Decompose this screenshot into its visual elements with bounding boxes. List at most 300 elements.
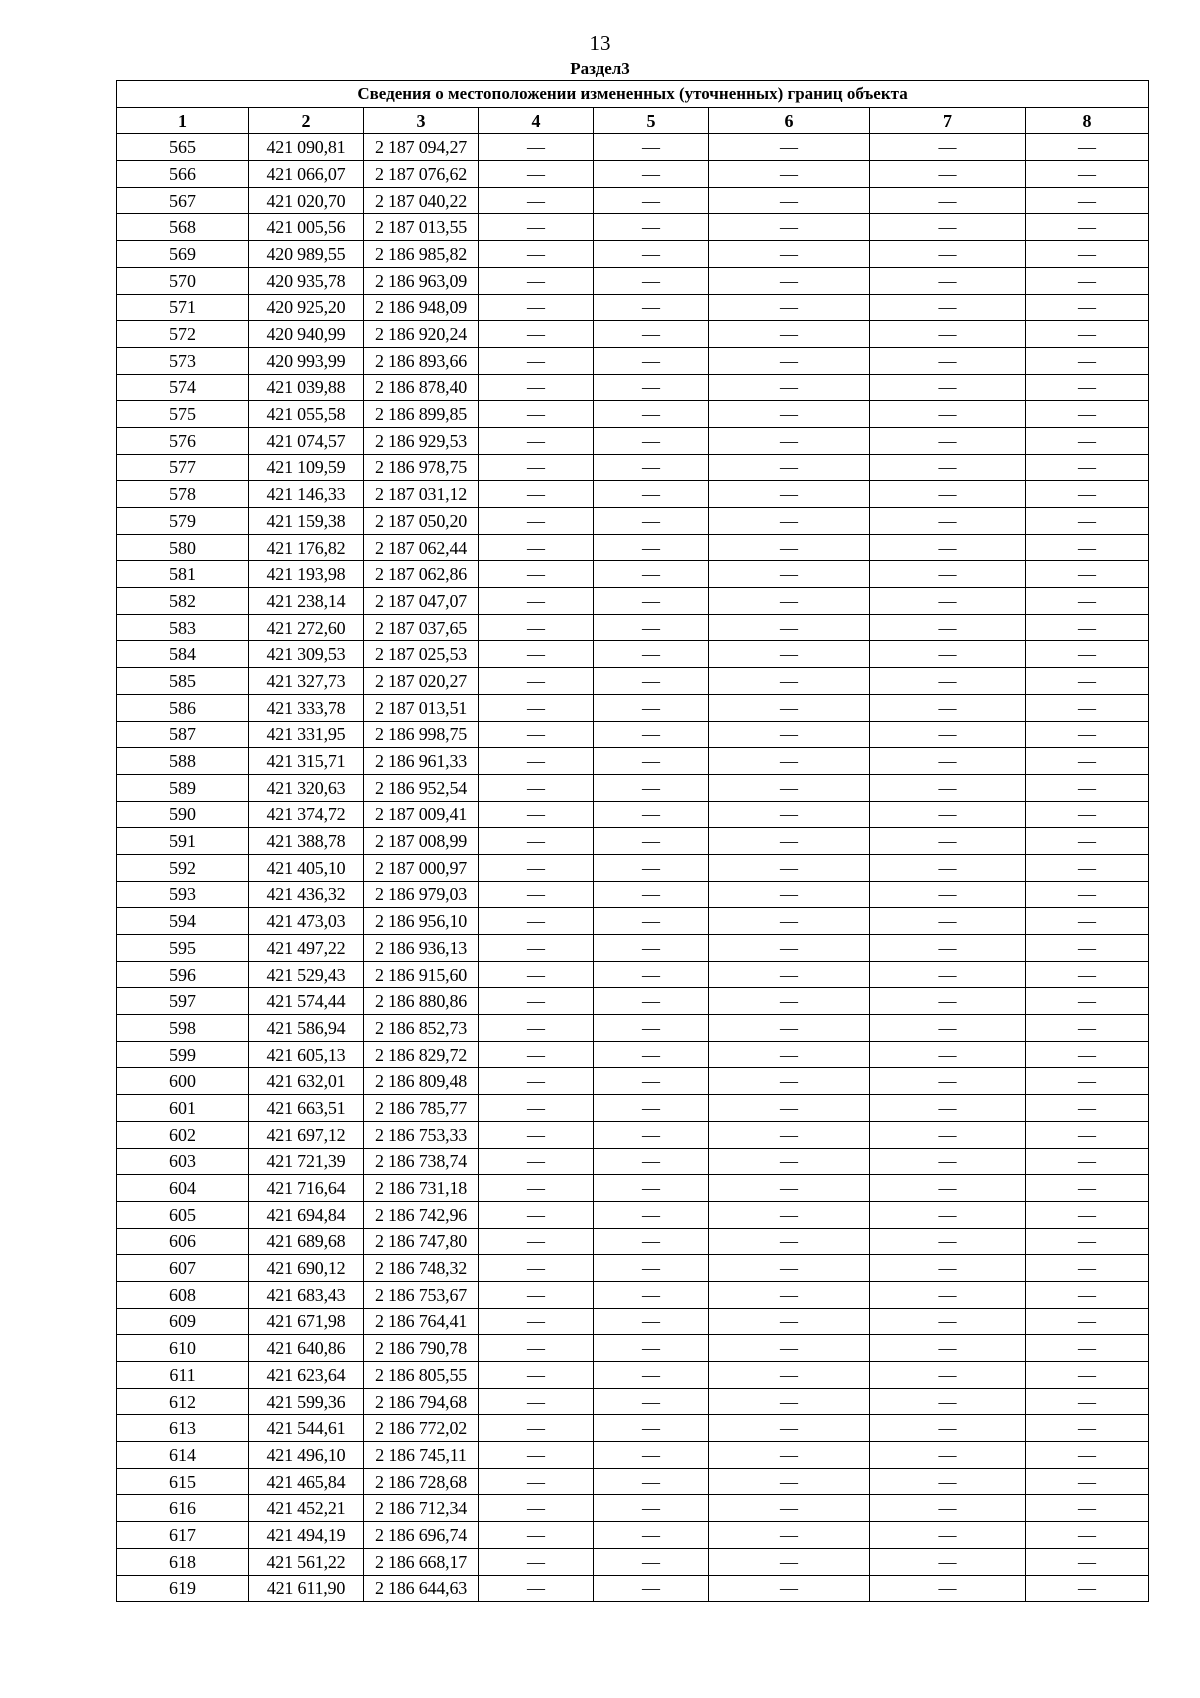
column-4-cell: — [479,1121,594,1148]
x-coordinate-cell: 421 694,84 [249,1201,364,1228]
column-6-cell: — [709,1175,870,1202]
column-4-cell: — [479,588,594,615]
column-4-cell: — [479,1575,594,1602]
table-row [117,881,1149,908]
x-coordinate-cell: 421 146,33 [249,481,364,508]
y-coordinate-cell: 2 186 998,75 [364,721,479,748]
x-coordinate-cell: 421 611,90 [249,1575,364,1602]
column-6-cell: — [709,908,870,935]
column-6-cell: — [709,1015,870,1042]
column-4-cell: — [479,321,594,348]
column-8-cell: — [1026,614,1149,641]
column-8-cell: — [1026,588,1149,615]
x-coordinate-cell: 421 623,64 [249,1362,364,1389]
table-row [117,1388,1149,1415]
column-8-cell: — [1026,1095,1149,1122]
table-row [117,1281,1149,1308]
column-6-cell: — [709,1468,870,1495]
y-coordinate-cell: 2 186 753,33 [364,1121,479,1148]
column-8-cell: — [1026,321,1149,348]
column-6-cell: — [709,748,870,775]
column-6-cell: — [709,668,870,695]
column-8-cell: — [1026,561,1149,588]
column-4-cell: — [479,1548,594,1575]
y-coordinate-cell: 2 186 899,85 [364,401,479,428]
column-5-cell: — [594,454,709,481]
column-4-cell: — [479,508,594,535]
column-8-cell: — [1026,801,1149,828]
table-body [117,134,1149,1602]
column-5-cell: — [594,801,709,828]
column-5-cell: — [594,1415,709,1442]
point-number-cell: 571 [117,294,249,321]
column-6-cell: — [709,1388,870,1415]
table-row [117,294,1149,321]
x-coordinate-cell: 421 331,95 [249,721,364,748]
y-coordinate-cell: 2 187 013,55 [364,214,479,241]
column-5-cell: — [594,267,709,294]
column-7-cell: — [870,1121,1026,1148]
table-row [117,1015,1149,1042]
point-number-cell: 580 [117,534,249,561]
y-coordinate-cell: 2 186 852,73 [364,1015,479,1042]
column-8-cell: — [1026,374,1149,401]
column-4-cell: — [479,935,594,962]
column-4-cell: — [479,801,594,828]
column-4-cell: — [479,1068,594,1095]
column-7-cell: — [870,1201,1026,1228]
point-number-cell: 598 [117,1015,249,1042]
column-5-cell: — [594,721,709,748]
column-7-cell: — [870,935,1026,962]
y-coordinate-cell: 2 186 745,11 [364,1442,479,1469]
point-number-cell: 594 [117,908,249,935]
column-7-cell: — [870,1068,1026,1095]
column-6-cell: — [709,961,870,988]
column-7-cell: — [870,347,1026,374]
table-row [117,481,1149,508]
column-5-cell: — [594,187,709,214]
column-7-cell: — [870,1095,1026,1122]
column-5-cell: — [594,508,709,535]
column-7-cell: — [870,1495,1026,1522]
x-coordinate-cell: 421 020,70 [249,187,364,214]
x-coordinate-cell: 421 327,73 [249,668,364,695]
y-coordinate-cell: 2 186 915,60 [364,961,479,988]
column-6-cell: — [709,534,870,561]
point-number-cell: 603 [117,1148,249,1175]
column-8-cell: — [1026,241,1149,268]
column-5-cell: — [594,1442,709,1469]
column-6-cell: — [709,1548,870,1575]
point-number-cell: 567 [117,187,249,214]
y-coordinate-cell: 2 186 929,53 [364,427,479,454]
x-coordinate-cell: 421 497,22 [249,935,364,962]
table-row [117,347,1149,374]
column-6-cell: — [709,427,870,454]
x-coordinate-cell: 421 074,57 [249,427,364,454]
column-7-cell: — [870,401,1026,428]
y-coordinate-cell: 2 187 062,44 [364,534,479,561]
x-coordinate-cell: 421 176,82 [249,534,364,561]
point-number-cell: 604 [117,1175,249,1202]
column-4-cell: — [479,1522,594,1549]
column-7-cell: — [870,214,1026,241]
column-8-cell: — [1026,1175,1149,1202]
column-7-cell: — [870,161,1026,188]
column-5-cell: — [594,1495,709,1522]
point-number-cell: 566 [117,161,249,188]
column-8-cell: — [1026,1201,1149,1228]
table-row [117,1415,1149,1442]
x-coordinate-cell: 420 940,99 [249,321,364,348]
column-4-cell: — [479,1362,594,1389]
column-5-cell: — [594,401,709,428]
column-4-cell: — [479,1095,594,1122]
point-number-cell: 601 [117,1095,249,1122]
column-4-cell: — [479,187,594,214]
table-row [117,748,1149,775]
y-coordinate-cell: 2 186 978,75 [364,454,479,481]
x-coordinate-cell: 421 436,32 [249,881,364,908]
y-coordinate-cell: 2 186 696,74 [364,1522,479,1549]
y-coordinate-cell: 2 186 963,09 [364,267,479,294]
point-number-cell: 607 [117,1255,249,1282]
point-number-cell: 576 [117,427,249,454]
point-number-cell: 585 [117,668,249,695]
point-number-cell: 608 [117,1281,249,1308]
y-coordinate-cell: 2 187 047,07 [364,588,479,615]
column-4-cell: — [479,294,594,321]
column-6-cell: — [709,561,870,588]
column-8-cell: — [1026,1148,1149,1175]
column-6-cell: — [709,988,870,1015]
column-8-cell: — [1026,1495,1149,1522]
point-number-cell: 606 [117,1228,249,1255]
x-coordinate-cell: 421 599,36 [249,1388,364,1415]
column-8-cell: — [1026,454,1149,481]
column-8-cell: — [1026,1281,1149,1308]
column-header: 8 [1026,107,1149,134]
table-row [117,1228,1149,1255]
point-number-cell: 614 [117,1442,249,1469]
column-8-cell: — [1026,1388,1149,1415]
table-row [117,534,1149,561]
column-6-cell: — [709,401,870,428]
column-8-cell: — [1026,908,1149,935]
column-5-cell: — [594,1468,709,1495]
point-number-cell: 583 [117,614,249,641]
table-row [117,1148,1149,1175]
column-7-cell: — [870,1041,1026,1068]
table-row [117,1335,1149,1362]
column-5-cell: — [594,614,709,641]
column-5-cell: — [594,561,709,588]
x-coordinate-cell: 421 663,51 [249,1095,364,1122]
point-number-cell: 565 [117,134,249,161]
column-4-cell: — [479,1495,594,1522]
x-coordinate-cell: 421 374,72 [249,801,364,828]
column-6-cell: — [709,935,870,962]
y-coordinate-cell: 2 186 948,09 [364,294,479,321]
x-coordinate-cell: 421 320,63 [249,774,364,801]
column-8-cell: — [1026,347,1149,374]
x-coordinate-cell: 421 066,07 [249,161,364,188]
point-number-cell: 615 [117,1468,249,1495]
column-7-cell: — [870,854,1026,881]
x-coordinate-cell: 420 925,20 [249,294,364,321]
column-5-cell: — [594,854,709,881]
column-6-cell: — [709,694,870,721]
table-row [117,161,1149,188]
column-6-cell: — [709,508,870,535]
column-header: 2 [249,107,364,134]
column-4-cell: — [479,1335,594,1362]
y-coordinate-cell: 2 186 728,68 [364,1468,479,1495]
column-5-cell: — [594,1362,709,1389]
column-8-cell: — [1026,1228,1149,1255]
y-coordinate-cell: 2 186 753,67 [364,1281,479,1308]
column-8-cell: — [1026,1335,1149,1362]
table-caption-row [117,81,1149,108]
column-8-cell: — [1026,161,1149,188]
column-6-cell: — [709,1148,870,1175]
point-number-cell: 612 [117,1388,249,1415]
page-number: 13 [589,31,611,55]
column-7-cell: — [870,1175,1026,1202]
column-7-cell: — [870,134,1026,161]
column-8-cell: — [1026,774,1149,801]
column-5-cell: — [594,1015,709,1042]
point-number-cell: 609 [117,1308,249,1335]
point-number-cell: 616 [117,1495,249,1522]
table-row [117,561,1149,588]
column-5-cell: — [594,694,709,721]
x-coordinate-cell: 421 721,39 [249,1148,364,1175]
column-6-cell: — [709,1121,870,1148]
table-row [117,214,1149,241]
column-8-cell: — [1026,1442,1149,1469]
x-coordinate-cell: 421 272,60 [249,614,364,641]
column-5-cell: — [594,1068,709,1095]
y-coordinate-cell: 2 186 772,02 [364,1415,479,1442]
column-7-cell: — [870,988,1026,1015]
column-5-cell: — [594,988,709,1015]
y-coordinate-cell: 2 187 008,99 [364,828,479,855]
y-coordinate-cell: 2 186 748,32 [364,1255,479,1282]
column-4-cell: — [479,1041,594,1068]
column-4-cell: — [479,427,594,454]
column-7-cell: — [870,1228,1026,1255]
x-coordinate-cell: 421 716,64 [249,1175,364,1202]
table-row [117,134,1149,161]
x-coordinate-cell: 421 683,43 [249,1281,364,1308]
column-8-cell: — [1026,1362,1149,1389]
table-row [117,454,1149,481]
column-6-cell: — [709,294,870,321]
y-coordinate-cell: 2 186 742,96 [364,1201,479,1228]
x-coordinate-cell: 421 473,03 [249,908,364,935]
column-6-cell: — [709,721,870,748]
y-coordinate-cell: 2 187 025,53 [364,641,479,668]
column-4-cell: — [479,454,594,481]
y-coordinate-cell: 2 187 062,86 [364,561,479,588]
y-coordinate-cell: 2 186 668,17 [364,1548,479,1575]
column-7-cell: — [870,1442,1026,1469]
point-number-cell: 591 [117,828,249,855]
table-row [117,614,1149,641]
x-coordinate-cell: 421 496,10 [249,1442,364,1469]
column-4-cell: — [479,694,594,721]
column-4-cell: — [479,1015,594,1042]
x-coordinate-cell: 421 632,01 [249,1068,364,1095]
table-row [117,1041,1149,1068]
point-number-cell: 575 [117,401,249,428]
column-6-cell: — [709,134,870,161]
point-number-cell: 599 [117,1041,249,1068]
x-coordinate-cell: 421 690,12 [249,1255,364,1282]
column-5-cell: — [594,321,709,348]
column-5-cell: — [594,427,709,454]
column-6-cell: — [709,454,870,481]
column-6-cell: — [709,1442,870,1469]
column-5-cell: — [594,1308,709,1335]
column-4-cell: — [479,561,594,588]
column-8-cell: — [1026,1468,1149,1495]
point-number-cell: 600 [117,1068,249,1095]
point-number-cell: 605 [117,1201,249,1228]
table-row [117,374,1149,401]
table-row [117,321,1149,348]
y-coordinate-cell: 2 186 731,18 [364,1175,479,1202]
table-row [117,1068,1149,1095]
column-5-cell: — [594,908,709,935]
x-coordinate-cell: 421 055,58 [249,401,364,428]
point-number-cell: 590 [117,801,249,828]
table-header-row [117,107,1149,134]
column-7-cell: — [870,534,1026,561]
y-coordinate-cell: 2 186 738,74 [364,1148,479,1175]
x-coordinate-cell: 421 574,44 [249,988,364,1015]
y-coordinate-cell: 2 187 013,51 [364,694,479,721]
column-7-cell: — [870,668,1026,695]
column-5-cell: — [594,1522,709,1549]
point-number-cell: 619 [117,1575,249,1602]
column-8-cell: — [1026,881,1149,908]
column-6-cell: — [709,588,870,615]
column-8-cell: — [1026,401,1149,428]
column-7-cell: — [870,1255,1026,1282]
column-7-cell: — [870,721,1026,748]
table-row [117,1255,1149,1282]
column-5-cell: — [594,294,709,321]
column-7-cell: — [870,1575,1026,1602]
y-coordinate-cell: 2 186 785,77 [364,1095,479,1122]
table-row [117,641,1149,668]
column-5-cell: — [594,347,709,374]
column-header: 6 [709,107,870,134]
x-coordinate-cell: 421 333,78 [249,694,364,721]
column-7-cell: — [870,774,1026,801]
x-coordinate-cell: 421 005,56 [249,214,364,241]
column-7-cell: — [870,321,1026,348]
column-4-cell: — [479,214,594,241]
x-coordinate-cell: 421 605,13 [249,1041,364,1068]
point-number-cell: 589 [117,774,249,801]
point-number-cell: 577 [117,454,249,481]
column-6-cell: — [709,1308,870,1335]
point-number-cell: 610 [117,1335,249,1362]
table-row [117,267,1149,294]
x-coordinate-cell: 421 697,12 [249,1121,364,1148]
point-number-cell: 588 [117,748,249,775]
column-4-cell: — [479,828,594,855]
y-coordinate-cell: 2 187 040,22 [364,187,479,214]
column-6-cell: — [709,854,870,881]
table-row [117,668,1149,695]
point-number-cell: 584 [117,641,249,668]
column-7-cell: — [870,187,1026,214]
y-coordinate-cell: 2 186 764,41 [364,1308,479,1335]
column-5-cell: — [594,881,709,908]
column-4-cell: — [479,161,594,188]
table-row [117,1175,1149,1202]
column-6-cell: — [709,801,870,828]
column-4-cell: — [479,774,594,801]
table-row [117,908,1149,935]
y-coordinate-cell: 2 186 920,24 [364,321,479,348]
table-row [117,801,1149,828]
x-coordinate-cell: 420 935,78 [249,267,364,294]
column-8-cell: — [1026,427,1149,454]
column-4-cell: — [479,641,594,668]
column-4-cell: — [479,1281,594,1308]
column-8-cell: — [1026,828,1149,855]
table-row [117,828,1149,855]
column-6-cell: — [709,1575,870,1602]
column-4-cell: — [479,374,594,401]
y-coordinate-cell: 2 186 880,86 [364,988,479,1015]
column-4-cell: — [479,1148,594,1175]
column-7-cell: — [870,641,1026,668]
column-header: 3 [364,107,479,134]
column-5-cell: — [594,214,709,241]
column-7-cell: — [870,1522,1026,1549]
column-5-cell: — [594,748,709,775]
column-8-cell: — [1026,214,1149,241]
column-header: 7 [870,107,1026,134]
x-coordinate-cell: 421 090,81 [249,134,364,161]
y-coordinate-cell: 2 186 790,78 [364,1335,479,1362]
column-7-cell: — [870,481,1026,508]
x-coordinate-cell: 421 193,98 [249,561,364,588]
column-4-cell: — [479,1228,594,1255]
point-number-cell: 597 [117,988,249,1015]
coordinates-table [116,80,1149,1602]
table-row [117,187,1149,214]
x-coordinate-cell: 421 544,61 [249,1415,364,1442]
y-coordinate-cell: 2 186 794,68 [364,1388,479,1415]
point-number-cell: 602 [117,1121,249,1148]
column-8-cell: — [1026,854,1149,881]
table-row [117,1308,1149,1335]
y-coordinate-cell: 2 187 094,27 [364,134,479,161]
y-coordinate-cell: 2 186 805,55 [364,1362,479,1389]
column-4-cell: — [479,881,594,908]
column-5-cell: — [594,534,709,561]
x-coordinate-cell: 421 689,68 [249,1228,364,1255]
column-4-cell: — [479,347,594,374]
